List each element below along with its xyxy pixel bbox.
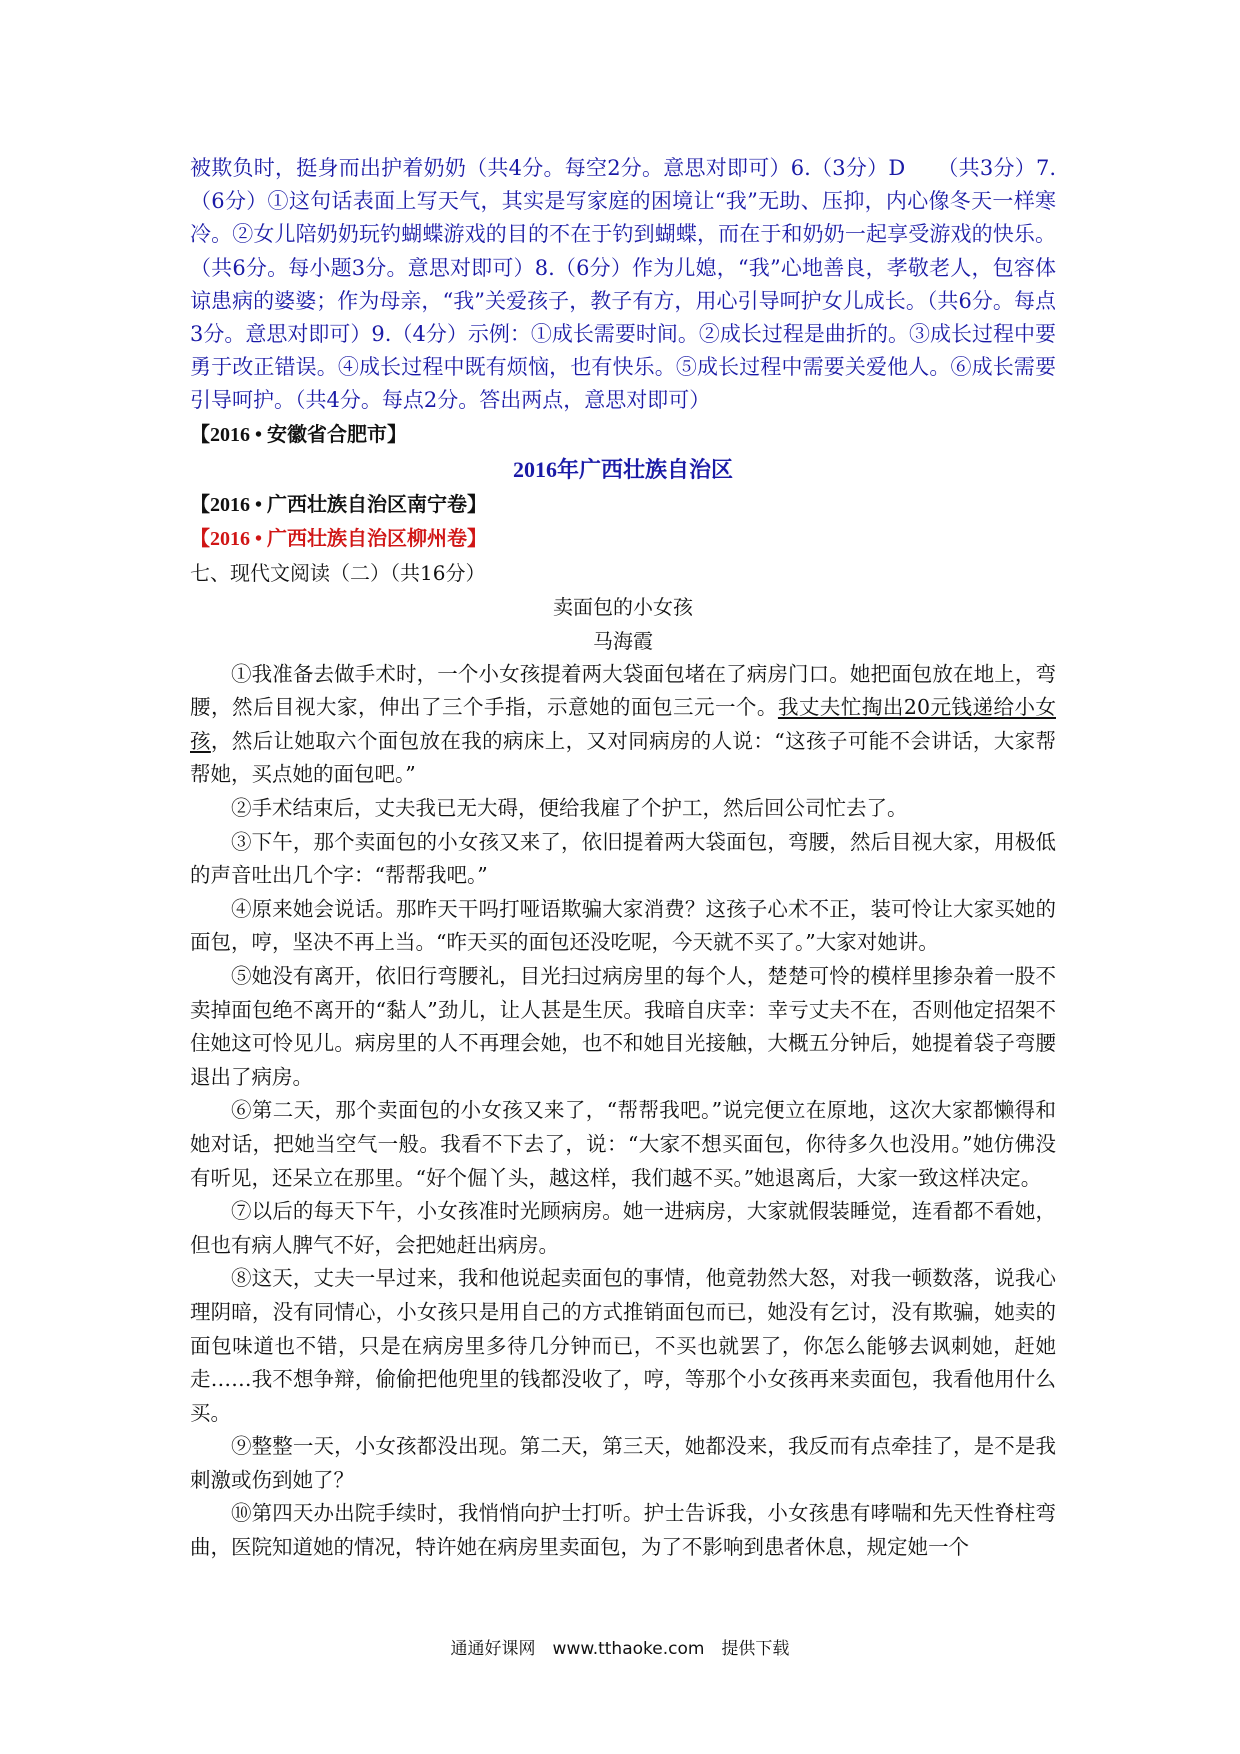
region-title: 2016年广西壮族自治区 xyxy=(512,456,733,482)
paragraph-7: ⑦以后的每天下午，小女孩准时光顾病房。她一进病房，大家就假装睡觉，连看都不看她，但也有病人脾气不好，会把她赶出病房。 xyxy=(190,1199,1056,1257)
paragraph-1 xyxy=(190,658,1056,792)
story-title: 卖面包的小女孩 xyxy=(553,594,693,619)
paragraph-2: ②手术结束后，丈夫我已无大碍，便给我雇了个护工，然后回公司忙去了。 xyxy=(231,796,908,820)
source-header-liuzhou: 【2016 • 广西壮族自治区柳州卷】 xyxy=(190,527,488,550)
page-footer: 通通好课网 www.tthaoke.com 提供下载 xyxy=(450,1639,790,1659)
story-author: 马海霞 xyxy=(593,628,653,653)
paragraph-6: ⑥第二天，那个卖面包的小女孩又来了，“帮帮我吧。”说完便立在原地，这次大家都懒得和她对话，把她当空气一般。我看不下去了，说：“大家不想买面包，你待多久也没用。”她仿佛没有听见，还呆立在那里。“好个倔丫头，越这样，我们越不买。”她退离后，大家一致这样决定。 xyxy=(190,1098,1056,1190)
section-title: 七、现代文阅读（二）（共16分） xyxy=(190,560,486,585)
page-content xyxy=(190,152,1056,1565)
paragraph-10: ⑩第四天办出院手续时，我悄悄向护士打听。护士告诉我，小女孩患有哮喘和先天性脊柱弯曲，医院知道她的情况，特许她在病房里卖面包，为了不影响到患者休息，规定她一个 xyxy=(190,1501,1056,1560)
paragraph-4: ④原来她会说话。那昨天干吗打哑语欺骗大家消费？这孩子心术不正，装可怜让大家买她的面包，哼，坚决不再上当。“昨天买的面包还没吃呢，今天就不买了。”大家对她讲。 xyxy=(190,896,1056,955)
paragraph-8: ⑧这天，丈夫一早过来，我和他说起卖面包的事情，他竟勃然大怒，对我一顿数落，说我心理阴暗，没有同情心，小女孩只是用自己的方式推销面包而已，她没有乞讨，没有欺骗，她卖的面包味道也不错，只是在病房里多待几分钟而已，不买也就罢了，你怎么能够去讽刺她，赶她走……我不想争辩，偷偷把他兜里的钱都没收了，哼，等那个小女孩再来卖面包，我看他用什么买。 xyxy=(190,1266,1056,1425)
paragraph-3: ③下午，那个卖面包的小女孩又来了，依旧提着两大袋面包，弯腰，然后目视大家，用极低的声音吐出几个字：“帮帮我吧。” xyxy=(190,829,1056,888)
source-header-hefei: 【2016 • 安徽省合肥市】 xyxy=(190,423,408,446)
paragraph-1-end: ，然后让她取六个面包放在我的病床上，又对同病房的人说：“这孩子可能不会讲话，大家帮帮她，买点她的面包吧。” xyxy=(190,728,1057,787)
underlined-sentence: 我丈夫忙掏出20元钱递给小女孩 xyxy=(190,695,1056,753)
source-header-nanning: 【2016 • 广西壮族自治区南宁卷】 xyxy=(190,493,488,516)
paragraph-1-start: ①我准备去做手术时，一个小女孩提着两大袋面包堵在了病房门口。她把面包放在地上，弯腰，然后目视大家，伸出了三个手指，示意她的面包三元一个。 xyxy=(190,661,1056,720)
answer-key-text: 被欺负时，挺身而出护着奶奶（共4分。每空2分。意思对即可）6.（3分）D （共3分）7.（6分）①这句话表面上写天气，其实是写家庭的困境让“我”无助、压抑，内心像冬天一样寒冷。②女儿陪奶奶玩钓蝴蝶游戏的目的不在于钓到蝴蝶，而在于和奶奶一起享受游戏的快乐。（共6分。每小题3分。意思对即可）8.（6分）作为儿媳，“我”心地善良，孝敬老人，包容体谅患病的婆婆；作为母亲，“我”关爱孩子，教子有方，用心引导呵护女儿成长。（共6分。每点3分。意思对即可）9.（4分）示例：①成长需要时间。②成长过程是曲折的。③成长过程中要勇于改正错误。④成长过程中既有烦恼，也有快乐。⑤成长过程中需要关爱他人。⑥成长需要引导呵护。（共4分。每点2分。答出两点，意思对即可） xyxy=(190,156,1056,413)
paragraph-9: ⑨整整一天，小女孩都没出现。第二天，第三天，她都没来，我反而有点牵挂了，是不是我刺激或伤到她了？ xyxy=(190,1434,1056,1492)
paragraph-5: ⑤她没有离开，依旧行弯腰礼，目光扫过病房里的每个人，楚楚可怜的模样里掺杂着一股不卖掉面包绝不离开的“黏人”劲儿，让人甚是生厌。我暗自庆幸：幸亏丈夫不在，否则他定招架不住她这可怜见儿。病房里的人不再理会她，也不和她目光接触，大概五分钟后，她提着袋子弯腰退出了病房。 xyxy=(190,963,1056,1089)
